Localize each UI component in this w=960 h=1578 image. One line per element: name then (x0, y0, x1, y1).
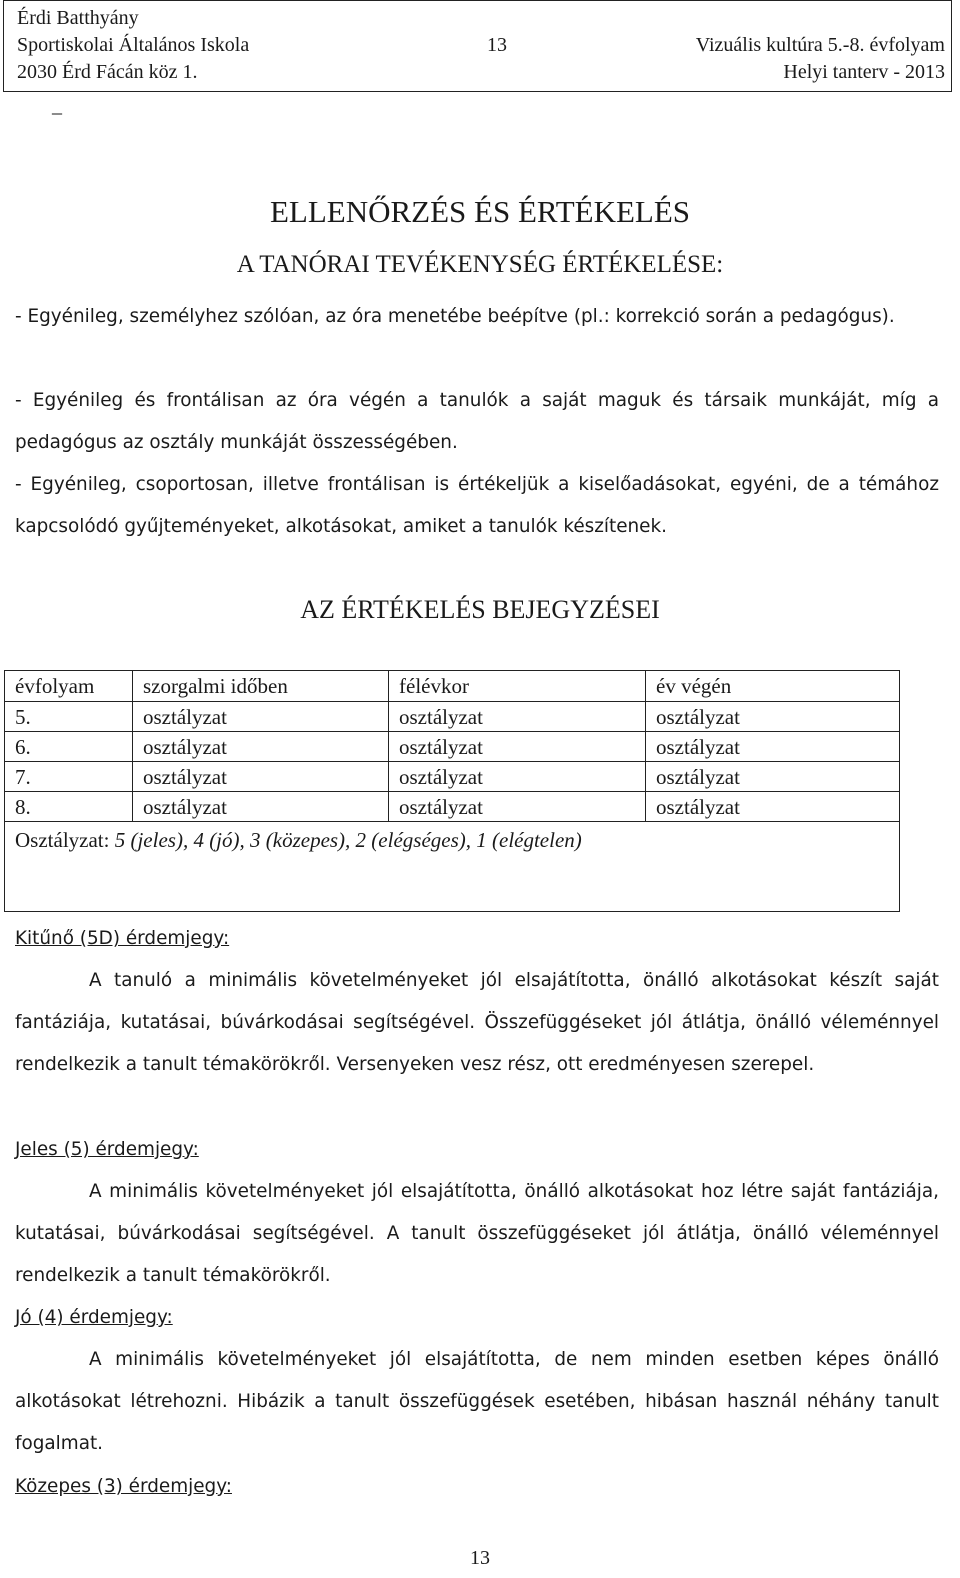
school-address: 2030 Érd Fácán köz 1. (17, 61, 198, 83)
table-header-row (5, 671, 900, 702)
header-page-number: 13 (487, 34, 507, 56)
table-note-row (5, 822, 900, 912)
table-cell: 8. (5, 792, 133, 822)
header-row-1 (17, 5, 945, 32)
table-cell: osztályzat (646, 792, 900, 822)
table-cell: osztályzat (646, 732, 900, 762)
section-title: ELLENŐRZÉS ÉS ÉRTÉKELÉS (269, 194, 691, 229)
table-cell: osztályzat (133, 732, 389, 762)
table-title: AZ ÉRTÉKELÉS BEJEGYZÉSEI (300, 595, 660, 624)
grading-table (4, 670, 900, 912)
table-cell: 6. (5, 732, 133, 762)
page-header (3, 0, 952, 92)
table-cell: osztályzat (133, 702, 389, 732)
paragraph-2: - Egyénileg és frontálisan az óra végén a tanulók a saját maguk és társaik munkáját, míg a pedagógus az osztály munkáját összességében. (15, 390, 939, 453)
table-cell: 5. (5, 702, 133, 732)
table-row (5, 762, 900, 792)
table-cell: osztályzat (646, 762, 900, 792)
table-header-cell: félévkor (389, 671, 646, 702)
grade-text-4: A minimális követelményeket jól elsajátította, de nem minden esetben képes önálló alkotásokat létrehozni. Hibázik a tanult összefüggések esetében, hibásan használ néhány tanult fogalmat. (15, 1349, 939, 1454)
table-cell: osztályzat (133, 762, 389, 792)
table-row (5, 792, 900, 822)
header-dash: _ (52, 95, 62, 117)
header-subject: Vizuális kultúra 5.-8. évfolyam (695, 34, 945, 56)
table-cell: osztályzat (389, 702, 646, 732)
grade-label-4: Jó (4) érdemjegy: (15, 1307, 173, 1328)
table-cell: 7. (5, 762, 133, 792)
header-curriculum: Helyi tanterv - 2013 (783, 61, 945, 83)
school-name: Érdi Batthyány (17, 7, 139, 29)
paragraph-3: - Egyénileg, csoportosan, illetve frontálisan is értékeljük a kiselőadásokat, egyéni, de a témához kapcsolódó gyűjteményeket, alkotásokat, amiket a tanulók készítenek. (15, 474, 939, 537)
header-row-3 (17, 59, 945, 86)
school-name-2: Sportiskolai Általános Iskola (17, 34, 250, 56)
table-header-cell: évfolyam (5, 671, 133, 702)
subsection-title: A TANÓRAI TEVÉKENYSÉG ÉRTÉKELÉSE: (236, 251, 724, 278)
table-cell: osztályzat (133, 792, 389, 822)
grade-label-5: Jeles (5) érdemjegy: (15, 1139, 199, 1160)
footer-page-number: 13 (470, 1547, 490, 1569)
table-cell: osztályzat (389, 762, 646, 792)
grade-scale-values: 5 (jeles), 4 (jó), 3 (közepes), 2 (elégséges), 1 (elégtelen) (114, 828, 582, 852)
table-cell: osztályzat (389, 732, 646, 762)
grade-scale-note (5, 822, 900, 912)
table-cell: osztályzat (646, 702, 900, 732)
table-row (5, 702, 900, 732)
grade-label-3: Közepes (3) érdemjegy: (15, 1476, 232, 1497)
header-row-2 (17, 32, 945, 59)
table-header-cell: év végén (646, 671, 900, 702)
grade-scale-label: Osztályzat: (15, 828, 115, 852)
grade-label-excellent: Kitűnő (5D) érdemjegy: (15, 928, 230, 949)
paragraph-1: - Egyénileg, személyhez szólóan, az óra menetébe beépítve (pl.: korrekció során a pedagógus). (15, 306, 895, 327)
table-header-cell: szorgalmi időben (133, 671, 389, 702)
grade-text-excellent: A tanuló a minimális követelményeket jól elsajátította, önálló alkotásokat készít saját fantáziája, kutatásai, búvárkodásai segítségével. Összefüggéseket jól átlátja, önálló véleménnyel rendelkezik a tanult témakörökről. Versenyeken vesz rész, ott eredményesen szerepel. (15, 970, 939, 1075)
table-cell: osztályzat (389, 792, 646, 822)
grade-text-5: A minimális követelményeket jól elsajátította, önálló alkotásokat hoz létre saját fantáziája, kutatásai, búvárkodásai segítségével. A tanult összefüggéseket jól átlátja, önálló véleménnyel rendelkezik a tanult témakörökről. (15, 1181, 939, 1286)
table-row (5, 732, 900, 762)
